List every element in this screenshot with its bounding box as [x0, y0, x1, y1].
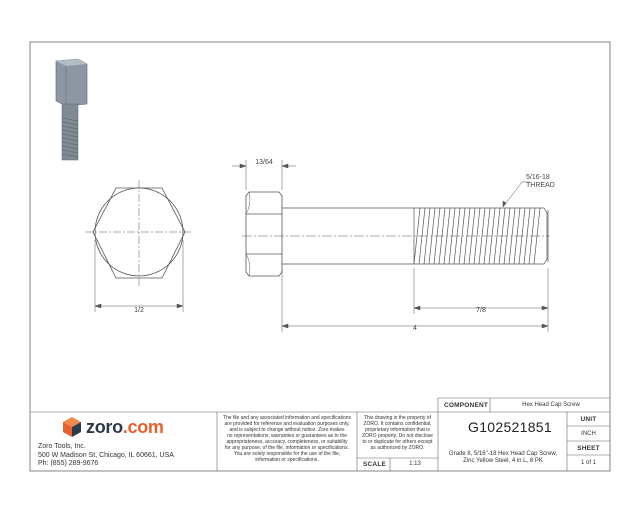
zoro-cube-icon	[62, 416, 82, 438]
confidential-notice	[359, 415, 436, 451]
thread-callout-line1: 5/16-18	[526, 174, 550, 181]
across-flats-label: 1/2	[134, 307, 144, 314]
confidential-line: to or duplicate for others except	[362, 439, 433, 445]
overall-length-label: 4	[413, 325, 417, 332]
confidential-line: proprietary information that is	[365, 427, 430, 433]
confidential-line: ZORO. It contains confidential,	[363, 421, 432, 427]
confidential-line: ZORO property. Do not disclose	[362, 433, 433, 439]
confidential-line: as authorized by ZORO.	[370, 445, 425, 451]
sheet-value: 1 of 1	[580, 460, 596, 466]
thread-length-dimension	[414, 268, 548, 332]
component-label: COMPONENT	[444, 402, 489, 409]
scale-value: 1:13	[409, 461, 421, 467]
disclaimer-line: and is subject to change without notice. Zoro makes	[229, 427, 345, 433]
company-phone: Ph: (855) 289-9676	[38, 460, 99, 467]
thread-length-label: 7/8	[476, 307, 486, 314]
unit-value: INCH	[581, 431, 596, 437]
company-info	[38, 443, 174, 469]
description-line1: Grade 8, 5/16"-18 Hex Head Cap Screw,	[448, 451, 558, 457]
scale-label: SCALE	[363, 461, 387, 468]
bolt-thumbnail	[56, 59, 87, 160]
end-view	[85, 180, 193, 286]
bolt-head-side	[246, 192, 282, 276]
disclaimer-line: are provided for reference and evaluation purposes only,	[224, 421, 350, 427]
company-address: 500 W Madison St, Chicago, IL 60661, USA	[38, 451, 174, 459]
unit-label: UNIT	[580, 416, 597, 423]
sheet-label: SHEET	[577, 445, 600, 452]
description-line2: Zinc Yellow Steel, 4 in L, 8 PK	[463, 458, 543, 464]
overall-length-dimension	[282, 268, 548, 332]
disclaimer-line: information or specifications.	[255, 457, 319, 463]
disclaimer-line: You are solely responsible for the use of the file,	[233, 451, 341, 457]
head-height-label: 13/64	[255, 159, 273, 166]
brand-suffix: .com	[122, 417, 164, 437]
company-name: Zoro Tools, Inc.	[38, 443, 86, 450]
disclaimer-line: for any purpose, of the file, information or specifications.	[225, 445, 349, 451]
part-number: G102521851	[468, 419, 552, 435]
disclaimer-line: appropriateness, accuracy, completeness, or suitability	[226, 439, 348, 445]
disclaimer	[219, 415, 355, 463]
thread-callout-line2: THREAD	[526, 182, 555, 189]
disclaimer-line: The file and any associated information and specifications	[222, 415, 352, 421]
disclaimer-line: no representations, warranties or guarantees as to the	[226, 433, 348, 439]
confidential-line: This drawing is the property of	[364, 415, 431, 421]
component-value: Hex Head Cap Screw	[522, 402, 580, 408]
zoro-logo	[62, 416, 192, 440]
brand-main: zoro	[86, 417, 123, 437]
